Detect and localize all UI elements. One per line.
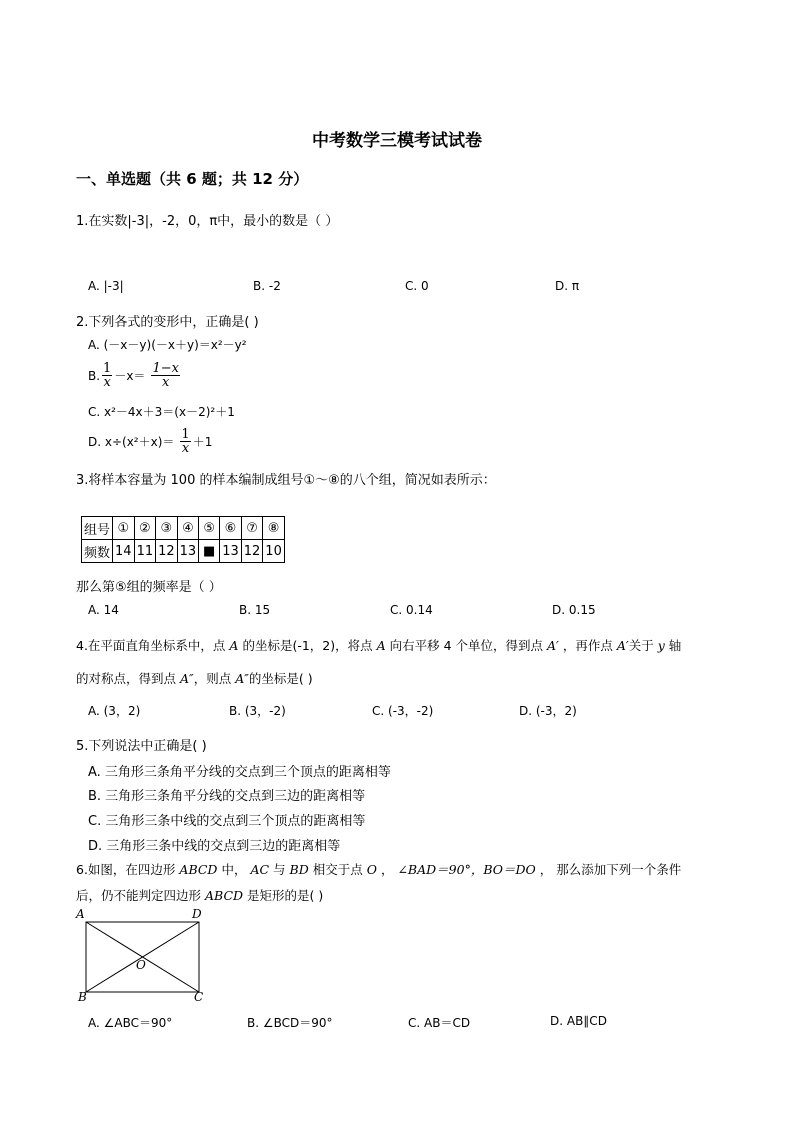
vertex-a-label: A [76, 907, 85, 921]
q2-b-prefix: B. [88, 368, 101, 383]
question-4-line-2 [76, 669, 313, 687]
q2-b-fraction-1 [102, 362, 112, 389]
q5-option-a[interactable]: A. 三角形三条角平分线的交点到三个顶点的距离相等 [88, 765, 391, 780]
q2-b-fraction-2 [151, 362, 180, 389]
point-a-double-prime-label: A″ [235, 671, 249, 686]
table-cell-count: 10 [263, 540, 285, 563]
table-cell-count: 13 [220, 540, 242, 563]
q2-d-fraction [180, 428, 190, 455]
q5-option-d[interactable]: D. 三角形三条中线的交点到三边的距离相等 [88, 839, 341, 854]
vertex-c-label: C [194, 990, 204, 1004]
q4-text: 的坐标是( ) [248, 671, 313, 686]
q4-option-a[interactable]: A. (3，2) [88, 704, 141, 718]
q2-option-a[interactable]: A. (－x－y)(－x＋y)＝x²－y² [88, 338, 247, 352]
table-cell-count: 11 [134, 540, 156, 563]
q3-option-a[interactable]: A. 14 [88, 603, 119, 617]
q2-b-den: x [103, 375, 111, 390]
q4-text: 关于 [628, 638, 654, 653]
q6-text: ， 那么添加下列一个条件 [539, 862, 682, 877]
question-6-line-1 [76, 860, 681, 878]
table-cell-group: ⑧ [263, 517, 285, 540]
q4-text: ，再作点 [562, 638, 613, 653]
table-cell-group: ③ [156, 517, 178, 540]
table-cell-group: ① [113, 517, 135, 540]
q6-text: 6.如图，在四边形 [76, 862, 176, 877]
page-title: 中考数学三模考试试卷 [312, 131, 482, 151]
table-cell-group: ⑤ [199, 517, 220, 540]
table-header-group: 组号 [82, 517, 113, 540]
question-3-stem: 3.将样本容量为 100 的样本编制成组号①～⑧的八个组，简况如表所示： [76, 473, 496, 488]
q6-text: 是矩形的是( ) [247, 888, 324, 903]
q4-text: 轴 [668, 638, 682, 653]
table-header-count: 频数 [82, 540, 113, 563]
q2-b-den2: x [162, 375, 170, 390]
table-cell-count: 13 [177, 540, 199, 563]
question-1-stem: 1.在实数|-3|，-2，0，π中，最小的数是（ ） [76, 214, 339, 229]
q4-text: 4.在平面直角坐标系中，点 [76, 638, 226, 653]
table-cell-count: 12 [241, 540, 263, 563]
q5-option-c[interactable]: C. 三角形三条中线的交点到三个顶点的距离相等 [88, 814, 366, 829]
q2-d-prefix: D. x÷(x²＋x)＝ [88, 435, 175, 449]
q4-option-b[interactable]: B. (3，-2) [229, 704, 286, 718]
question-2-stem: 2.下列各式的变形中，正确是( ) [76, 315, 259, 330]
question-5-stem: 5.下列说法中正确是( ) [76, 739, 207, 754]
segment-ac-label: AC [250, 862, 270, 877]
q4-text: 向右平移 4 个单位，得到点 [389, 638, 544, 653]
question-6-line-2 [76, 886, 323, 904]
table-cell-count-hidden: ■ [199, 540, 220, 563]
q3-option-d[interactable]: D. 0.15 [552, 603, 596, 617]
quad-abcd-label: ABCD [179, 862, 218, 877]
q6-text: ， [380, 862, 394, 877]
q6-text: 中， [221, 862, 247, 877]
q1-option-d[interactable]: D. π [555, 279, 580, 293]
q2-d-num: 1 [181, 427, 190, 442]
condition-label: ∠BAD＝90°，BO＝DO [397, 862, 536, 877]
q2-option-d[interactable] [88, 428, 212, 455]
y-axis-label: y [657, 638, 665, 653]
quad-abcd-label: ABCD [205, 888, 244, 903]
table-row-counts [82, 540, 285, 563]
q6-option-b[interactable]: B. ∠BCD＝90° [247, 1016, 333, 1030]
q6-text: 后，仍不能判定四边形 [76, 888, 202, 903]
point-a-prime-label: A′ [547, 638, 559, 653]
vertex-b-label: B [78, 990, 87, 1004]
q2-option-b[interactable] [88, 362, 182, 389]
table-cell-group: ⑥ [220, 517, 242, 540]
q4-text: ，则点 [193, 671, 232, 686]
q1-option-b[interactable]: B. -2 [253, 279, 281, 293]
q3-option-b[interactable]: B. 15 [239, 603, 271, 617]
q2-b-num: 1 [103, 361, 112, 376]
point-a-prime-label: A′ [616, 638, 629, 653]
table-cell-count: 14 [113, 540, 135, 563]
rectangle-diagram [74, 905, 214, 1005]
q1-option-c[interactable]: C. 0 [405, 279, 429, 293]
q5-option-b[interactable]: B. 三角形三条角平分线的交点到三边的距离相等 [88, 789, 366, 804]
q4-option-c[interactable]: C. (-3，-2) [372, 704, 434, 718]
q6-option-a[interactable]: A. ∠ABC＝90° [88, 1016, 173, 1030]
q6-text: 相交于点 [312, 862, 363, 877]
point-a-double-prime-label: A″ [180, 671, 194, 686]
segment-bd-label: BD [289, 862, 309, 877]
section-heading: 一、单选题（共 6 题；共 12 分） [76, 170, 309, 188]
q3-option-c[interactable]: C. 0.14 [390, 603, 433, 617]
table-cell-group: ⑦ [241, 517, 263, 540]
vertex-d-label: D [192, 907, 202, 921]
question-4-line-1 [76, 636, 681, 654]
question-3-question: 那么第⑤组的频率是（ ） [76, 580, 222, 595]
table-cell-count: 12 [156, 540, 178, 563]
table-cell-group: ② [134, 517, 156, 540]
point-a-label: A [376, 638, 386, 653]
table-row-groups [82, 517, 285, 540]
q1-option-a[interactable]: A. |-3| [88, 279, 124, 293]
q4-text: 的坐标是(-1，2)，将点 [242, 638, 373, 653]
q2-b-num2: 1−x [152, 361, 179, 376]
q2-d-den: x [181, 441, 190, 456]
q4-text: 的对称点，得到点 [76, 671, 177, 686]
q6-option-d[interactable]: D. AB∥CD [550, 1014, 607, 1028]
q6-text: 与 [273, 862, 286, 877]
frequency-table [81, 516, 285, 563]
q2-d-suffix: ＋1 [192, 435, 213, 449]
point-a-label: A [229, 638, 239, 653]
q4-option-d[interactable]: D. (-3，2) [519, 704, 577, 718]
q6-option-c[interactable]: C. AB＝CD [408, 1016, 471, 1030]
q2-option-c[interactable]: C. x²－4x＋3＝(x－2)²＋1 [88, 405, 235, 419]
table-cell-group: ④ [177, 517, 199, 540]
q2-b-mid: －x＝ [114, 369, 146, 383]
point-o-label: O [366, 862, 377, 877]
point-o-label: O [136, 958, 146, 972]
